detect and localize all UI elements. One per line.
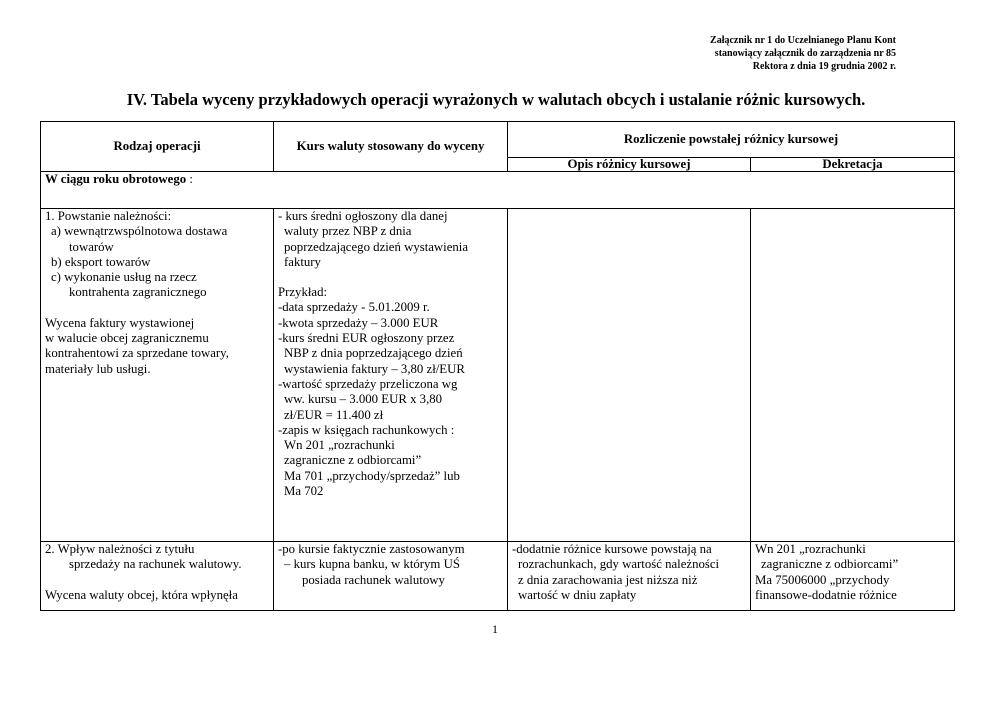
header-description: Opis różnicy kursowej bbox=[508, 158, 751, 172]
row1-operation-line: c) wykonanie usług na rzecz bbox=[51, 270, 197, 285]
row2-booking-line: Ma 75006000 „przychody bbox=[755, 572, 890, 587]
row1-rate-line: zł/EUR = 11.400 zł bbox=[284, 407, 384, 422]
row2-operation bbox=[41, 542, 274, 611]
row2-operation-line: 2. Wpływ należności z tytułu bbox=[45, 542, 195, 556]
row1-operation-line: Wycena faktury wystawionej bbox=[45, 315, 195, 330]
row2-description-line: z dnia zarachowania jest niższa niż bbox=[518, 572, 698, 587]
row1-rate-line: ww. kursu – 3.000 EUR x 3,80 bbox=[284, 392, 443, 407]
row2-description-line: wartość w dniu zapłaty bbox=[518, 587, 637, 602]
table-row bbox=[41, 542, 955, 611]
valuation-table bbox=[40, 121, 955, 611]
table-header-row bbox=[41, 122, 955, 158]
row2-booking-line: zagraniczne z odbiorcami” bbox=[761, 557, 899, 572]
header-rate: Kurs waluty stosowany do wyceny bbox=[274, 122, 508, 172]
row1-rate-line: -zapis w księgach rachunkowych : bbox=[278, 422, 455, 437]
row1-operation-line: 1. Powstanie należności: bbox=[45, 209, 172, 223]
row1-rate-line: Wn 201 „rozrachunki bbox=[284, 438, 395, 453]
row1-operation-line: materiały lub usługi. bbox=[45, 361, 151, 376]
row1-rate-line: Ma 702 bbox=[284, 484, 324, 499]
attachment-note-line: Załącznik nr 1 do Uczelnianego Planu Kont bbox=[710, 35, 896, 46]
header-settlement: Rozliczenie powstałej różnicy kursowej bbox=[508, 122, 955, 158]
row2-rate-line: – kurs kupna banku, w którym UŚ bbox=[284, 557, 460, 572]
row1-rate-line: Przykład: bbox=[278, 285, 328, 300]
row1-rate-line: - kurs średni ogłoszony dla danej bbox=[278, 209, 448, 223]
row1-rate-line: NBP z dnia poprzedzającego dzień bbox=[284, 346, 463, 361]
row2-description bbox=[508, 542, 751, 611]
row1-rate-line: faktury bbox=[284, 254, 321, 269]
row1-rate-line: -data sprzedaży - 5.01.2009 r. bbox=[278, 300, 430, 315]
row1-operation-line: kontrahenta zagranicznego bbox=[69, 285, 207, 300]
row2-description-line: -dodatnie różnice kursowe powstają na bbox=[512, 542, 712, 556]
row2-booking bbox=[751, 542, 955, 611]
row1-operation-line: b) eksport towarów bbox=[51, 254, 151, 269]
row1-operation-line: a) wewnątrzwspólnotowa dostawa bbox=[51, 224, 228, 239]
row1-operation-line: towarów bbox=[69, 239, 114, 254]
row2-rate-line: posiada rachunek walutowy bbox=[302, 572, 445, 587]
row1-operation bbox=[41, 209, 274, 542]
row1-rate-line: -kwota sprzedaży – 3.000 EUR bbox=[278, 315, 439, 330]
row1-rate bbox=[274, 209, 508, 542]
section-label-colon: : bbox=[186, 172, 193, 186]
row2-booking-line: finansowe-dodatnie różnice bbox=[755, 587, 897, 602]
row2-description-line: rozrachunkach, gdy wartość należności bbox=[518, 557, 720, 572]
row1-rate-line: waluty przez NBP z dnia bbox=[284, 224, 412, 239]
attachment-note bbox=[566, 34, 896, 73]
section-label bbox=[41, 172, 955, 209]
document-title: IV. Tabela wyceny przykładowych operacji wyrażonych w walutach obcych i ustalanie różnic kursowych. bbox=[126, 90, 866, 109]
row1-operation-line: kontrahentowi za sprzedane towary, bbox=[45, 346, 229, 361]
row1-operation-line: w walucie obcej zagranicznemu bbox=[45, 331, 209, 346]
row2-rate-line: -po kursie faktycznie zastosowanym bbox=[278, 542, 465, 556]
row2-rate bbox=[274, 542, 508, 611]
row1-rate-line: -wartość sprzedaży przeliczona wg bbox=[278, 376, 458, 391]
row2-operation-line: Wycena waluty obcej, która wpłynęła bbox=[45, 587, 238, 602]
attachment-note-line: Rektora z dnia 19 grudnia 2002 r. bbox=[752, 61, 896, 72]
header-operation-type: Rodzaj operacji bbox=[41, 122, 274, 172]
row1-rate-line: wystawienia faktury – 3,80 zł/EUR bbox=[284, 361, 465, 376]
section-label-text: W ciągu roku obrotowego bbox=[45, 172, 187, 186]
row1-description bbox=[508, 209, 751, 542]
row1-booking bbox=[751, 209, 955, 542]
table-row bbox=[41, 209, 955, 542]
row2-booking-line: Wn 201 „rozrachunki bbox=[755, 542, 866, 556]
header-booking: Dekretacja bbox=[751, 158, 955, 172]
page-number: 1 bbox=[492, 622, 498, 636]
row1-rate-line: Ma 701 „przychody/sprzedaż” lub bbox=[284, 468, 460, 483]
attachment-note-line: stanowiący załącznik do zarządzenia nr 85 bbox=[714, 48, 896, 59]
section-row bbox=[41, 172, 955, 209]
row1-rate-line: poprzedzającego dzień wystawienia bbox=[284, 239, 469, 254]
row1-rate-line: zagraniczne z odbiorcami” bbox=[284, 453, 422, 468]
row1-rate-line: -kurs średni EUR ogłoszony przez bbox=[278, 331, 455, 346]
row2-operation-line: sprzedaży na rachunek walutowy. bbox=[69, 557, 242, 572]
